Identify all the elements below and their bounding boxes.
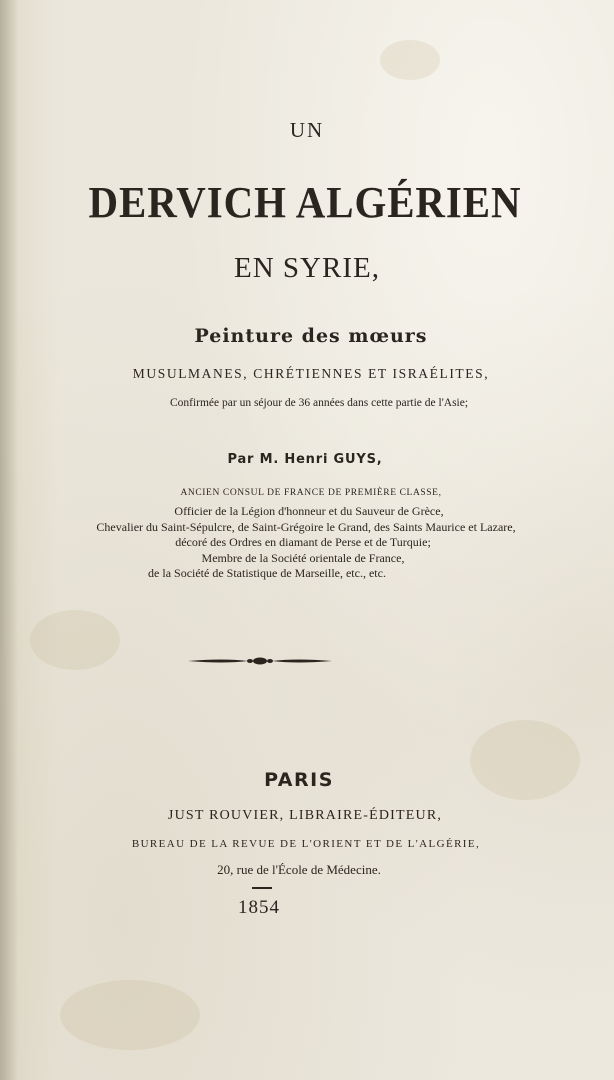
page-title: DERVICH ALGÉRIEN: [88, 178, 522, 227]
imprint-publisher: JUST ROUVIER, LIBRAIRE-ÉDITEUR,: [167, 808, 443, 823]
foxing-spot: [30, 610, 120, 670]
ornament-divider: [188, 655, 332, 667]
subtitle-note: Confirmée par un séjour de 36 années dans cette partie de l'Asie;: [169, 397, 469, 409]
title-article: UN: [289, 118, 325, 142]
credential-line: de la Société de Statistique de Marseille, etc., etc.: [148, 566, 386, 580]
credential-line: décoré des Ordres en diamant de Perse et de Turquie;: [175, 535, 431, 549]
imprint-address: 20, rue de l'École de Médecine.: [217, 862, 381, 877]
author-line: Par M. Henri GUYS,: [227, 452, 383, 467]
credential-line: ANCIEN CONSUL DE FRANCE DE PREMIÈRE CLASSE,: [180, 488, 442, 498]
subtitle-line: MUSULMANES, CHRÉTIENNES ET ISRAÉLITES,: [132, 366, 490, 381]
credential-line: Officier de la Légion d'honneur et du Sauveur de Grèce,: [174, 504, 444, 518]
title-place: EN SYRIE,: [234, 252, 380, 284]
imprint-city: PARIS: [264, 769, 334, 791]
foxing-spot: [380, 40, 440, 80]
credential-line: Chevalier du Saint-Sépulcre, de Saint-Grégoire le Grand, des Saints Maurice et Lazare,: [96, 520, 516, 534]
credential-line: Membre de la Société orientale de France,: [201, 551, 405, 565]
foxing-spot: [60, 980, 200, 1050]
subtitle-heading: Peinture des mœurs: [194, 325, 428, 347]
imprint-bureau: BUREAU DE LA REVUE DE L'ORIENT ET DE L'ALGÉRIE,: [131, 838, 481, 850]
imprint-year: 1854: [238, 897, 280, 918]
imprint-rule: [252, 887, 272, 889]
